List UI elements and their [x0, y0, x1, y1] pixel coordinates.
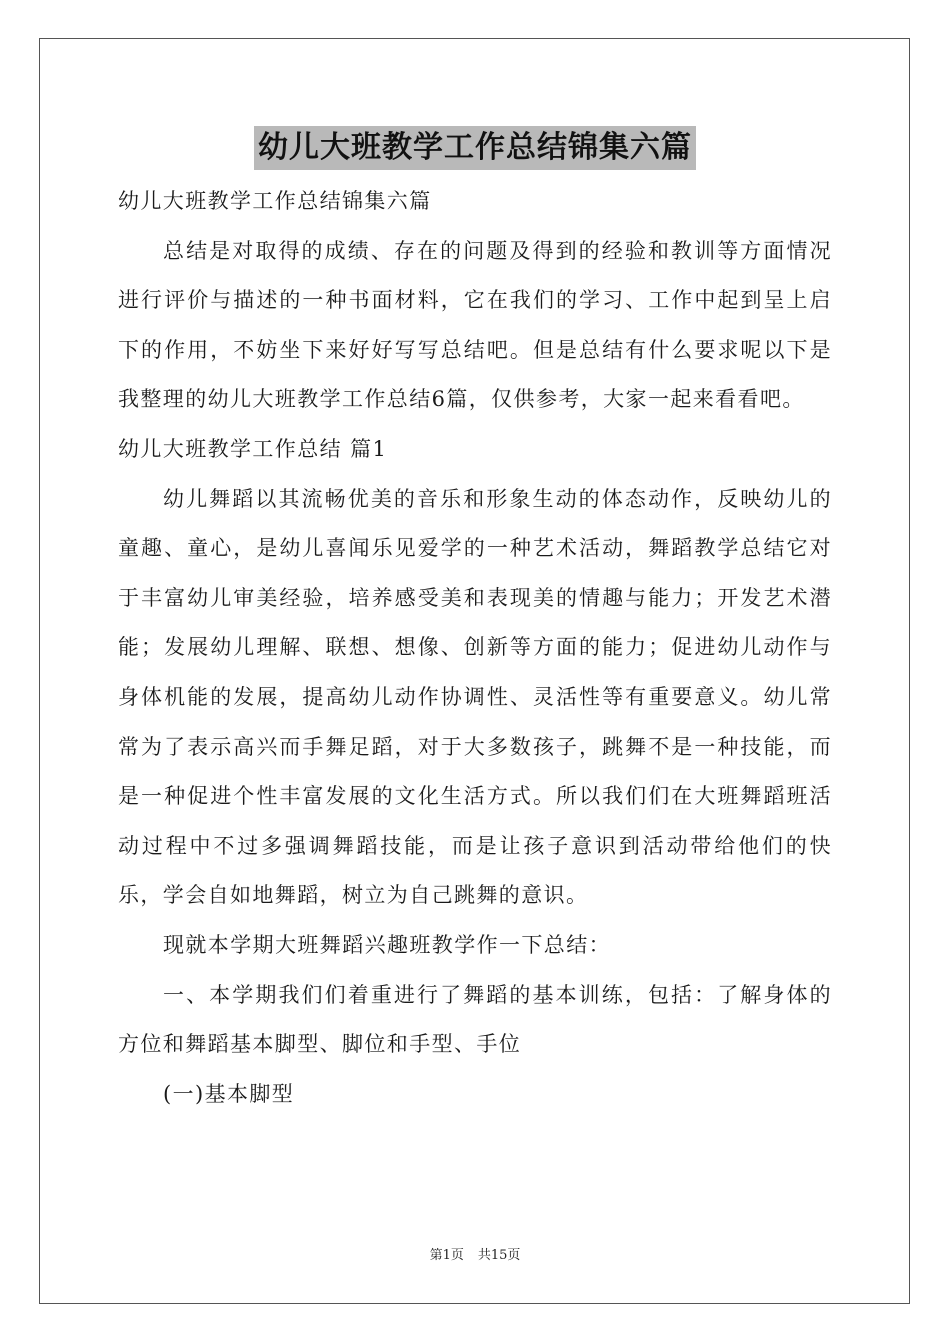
paragraph-point-one: 一、本学期我们们着重进行了舞蹈的基本训练，包括：了解身体的方位和舞蹈基本脚型、脚位和手型、手位 [118, 982, 832, 1057]
document-title [0, 126, 950, 170]
document-body [118, 177, 832, 1119]
paragraph-dance: 幼儿舞蹈以其流畅优美的音乐和形象生动的体态动作，反映幼儿的童趣、童心，是幼儿喜闻乐见爱学的一种艺术活动，舞蹈教学总结它对于丰富幼儿审美经验，培养感受美和表现美的情趣与能力；开发艺术潜能；发展幼儿理解、联想、想像、创新等方面的能力；促进幼儿动作与身体机能的发展，提高幼儿动作协调性、灵活性等有重要意义。幼儿常常为了表示高兴而手舞足蹈，对于大多数孩子，跳舞不是一种技能，而是一种促进个性丰富发展的文化生活方式。所以我们们在大班舞蹈班活动过程中不过多强调舞蹈技能，而是让孩子意识到活动带给他们的快乐，学会自如地舞蹈，树立为自己跳舞的意识。 [118, 486, 832, 908]
paragraph-summary-lead: 现就本学期大班舞蹈兴趣班教学作一下总结： [163, 932, 611, 957]
paragraph-sub-heading: (一)基本脚型 [163, 1081, 295, 1106]
paragraph-intro: 总结是对取得的成绩、存在的问题及得到的经验和教训等方面情况进行评价与描述的一种书面材料，它在我们的学习、工作中起到呈上启下的作用，不妨坐下来好好写写总结吧。但是总结有什么要求呢以下是我整理的幼儿大班教学工作总结6篇，仅供参考，大家一起来看看吧。 [118, 238, 832, 412]
paragraph-subtitle: 幼儿大班教学工作总结锦集六篇 [118, 189, 432, 213]
section-heading: 幼儿大班教学工作总结 篇1 [118, 436, 388, 461]
page-number: 第1页 [429, 1248, 464, 1263]
page-total: 共15页 [477, 1248, 521, 1263]
document-title-text: 幼儿大班教学工作总结锦集六篇 [254, 126, 696, 170]
page-footer [0, 1246, 950, 1266]
